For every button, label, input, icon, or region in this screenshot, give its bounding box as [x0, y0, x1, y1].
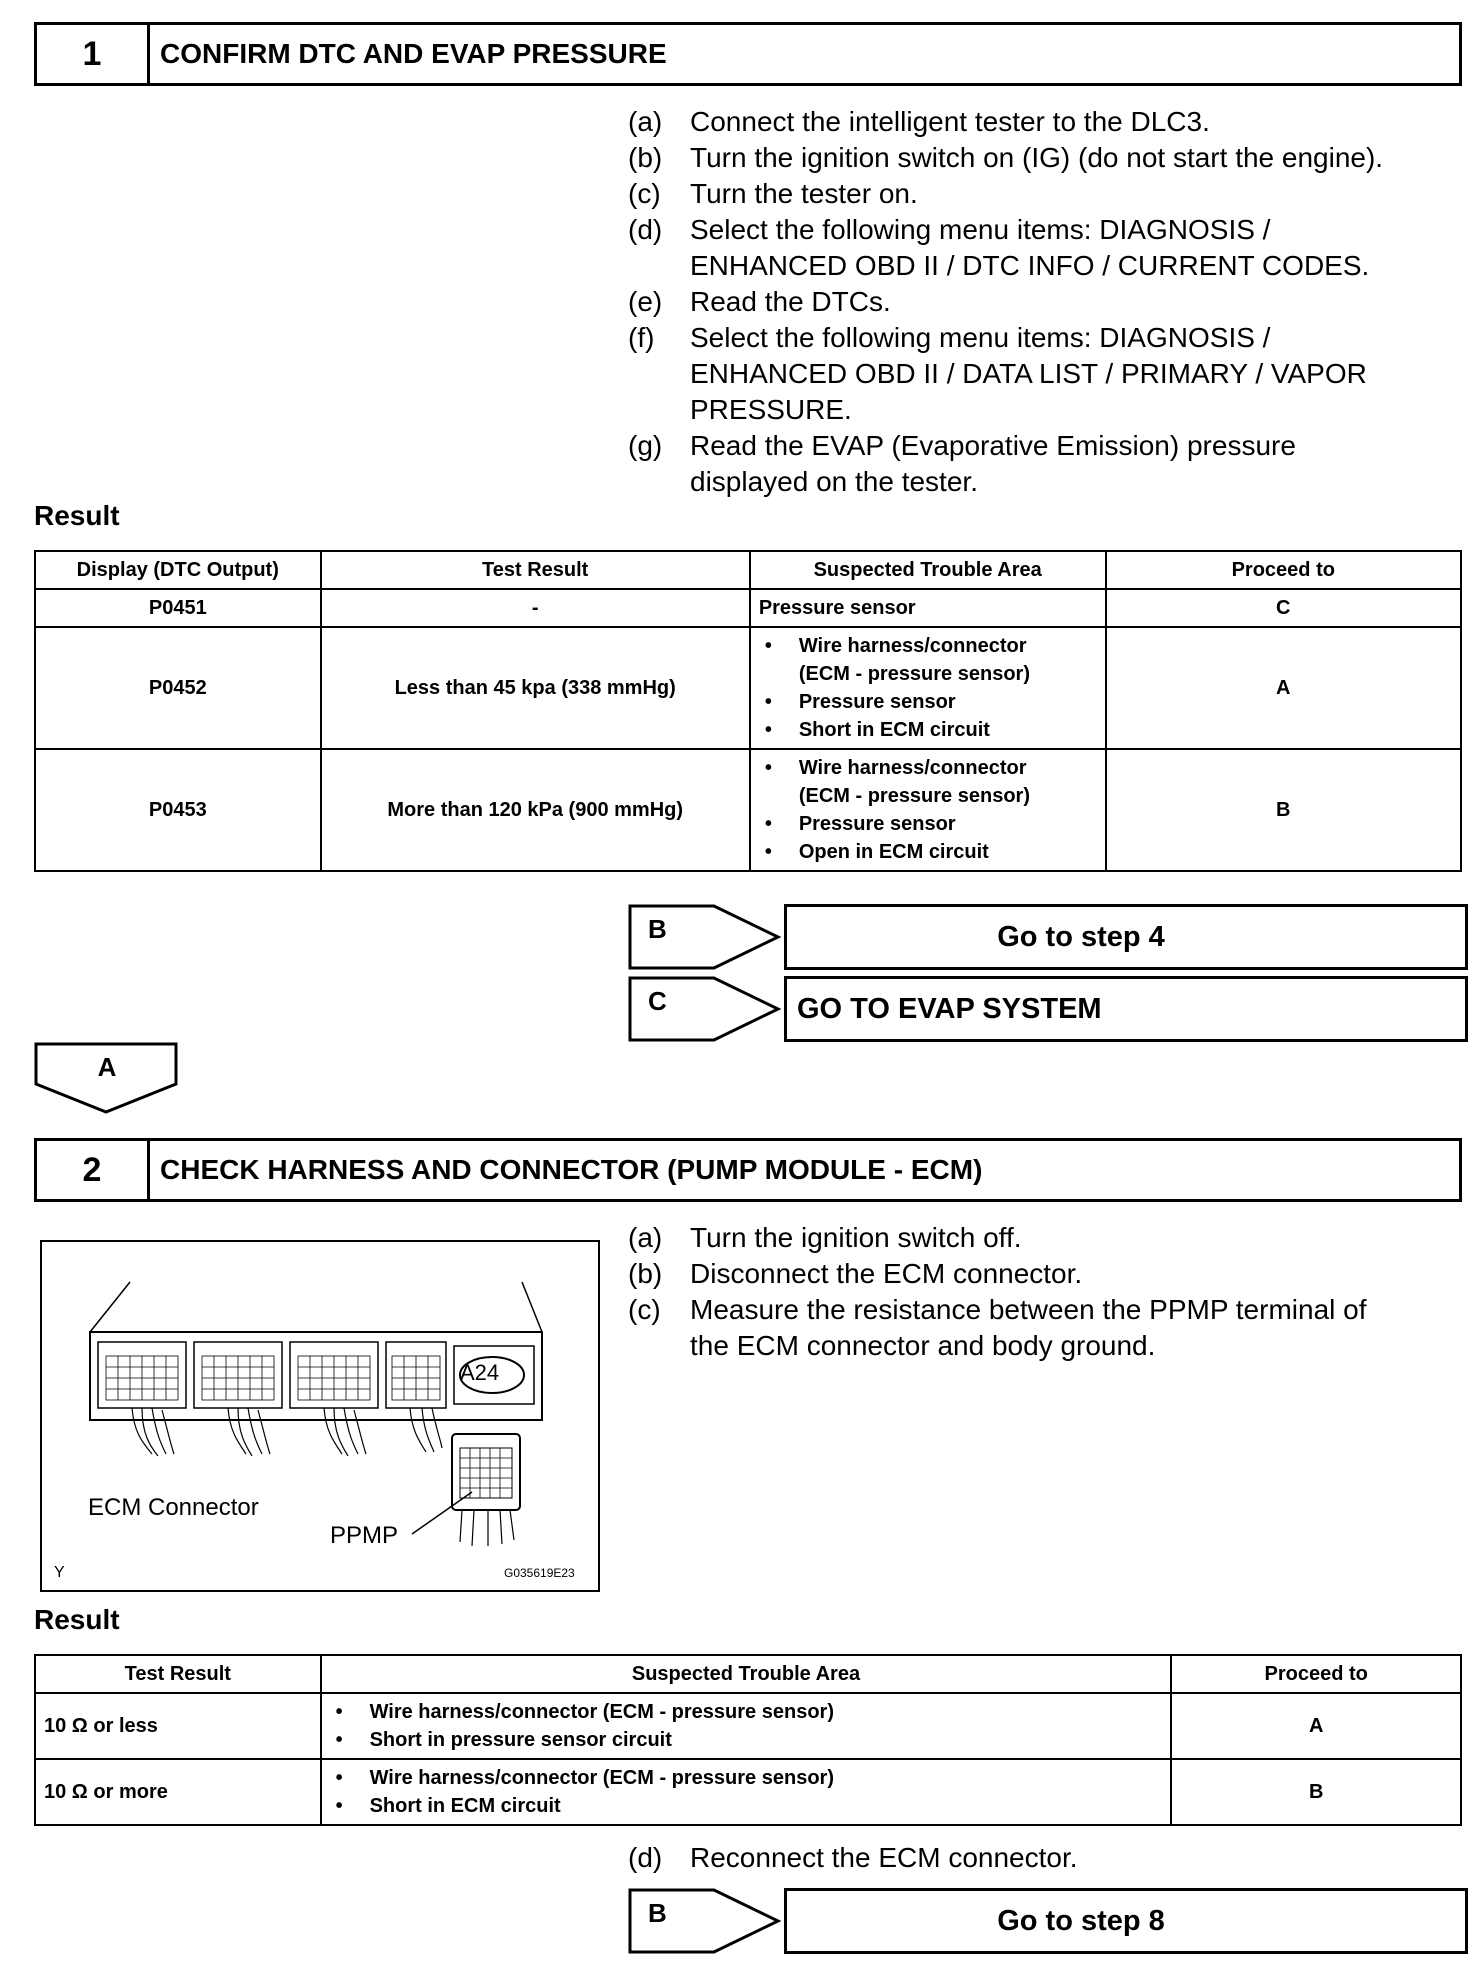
step-1-result-table: [34, 550, 1462, 872]
step-2-instruction-d: [628, 1840, 1468, 1876]
instruction-item: (b) Disconnect the ECM connector.: [628, 1258, 1083, 1289]
step-2-instructions: [628, 1220, 1468, 1364]
ecm-connector-label: ECM Connector: [88, 1494, 259, 1521]
step-title: CONFIRM DTC AND EVAP PRESSURE: [160, 38, 667, 69]
table-row: 10 Ω or more • Wire harness/connector (ECM - pressure sensor) • Short in ECM circuit B: [35, 1759, 1461, 1825]
step-number: 1: [37, 25, 150, 83]
proceed-a-down[interactable]: [34, 1042, 180, 1114]
instruction-item: (b) Turn the ignition switch on (IG) (do not start the engine).: [628, 142, 1384, 173]
proceed-target: Go to step 4: [784, 904, 1468, 970]
connector-code-label: A24: [460, 1360, 500, 1385]
instruction-item: (a) Connect the intelligent tester to the DLC3.: [628, 106, 1210, 137]
proceed-b-step4[interactable]: [628, 904, 1468, 970]
instruction-item: (a) Turn the ignition switch off.: [628, 1222, 1022, 1253]
instruction-item: (d) Select the following menu items: DIAGNOSIS / ENHANCED OBD II / DTC INFO / CURRENT CODES.: [628, 214, 1370, 281]
table-row: P0451 - Pressure sensor C: [35, 589, 1461, 627]
ppmp-terminal-label: PPMP: [330, 1522, 399, 1549]
proceed-target: GO TO EVAP SYSTEM: [784, 976, 1468, 1042]
proceed-letter: A: [97, 1052, 117, 1082]
table-row: 10 Ω or less • Wire harness/connector (ECM - pressure sensor) • Short in pressure sensor circuit A: [35, 1693, 1461, 1759]
table-header-row: Display (DTC Output) Test Result Suspected Trouble Area Proceed to: [35, 551, 1461, 589]
table-header-row: Test Result Suspected Trouble Area Proceed to: [35, 1655, 1461, 1693]
step-2-result-table: [34, 1654, 1462, 1826]
proceed-letter: C: [648, 986, 667, 1016]
proceed-letter: B: [648, 1898, 667, 1928]
step-title: CHECK HARNESS AND CONNECTOR (PUMP MODULE - ECM): [160, 1154, 983, 1185]
corner-mark: Y: [54, 1564, 65, 1581]
instruction-item: (g) Read the EVAP (Evaporative Emission) pressure displayed on the tester.: [628, 430, 1296, 497]
figure-id: G035619E23: [504, 1566, 575, 1580]
table-row: P0452 Less than 45 kpa (338 mmHg) • Wire harness/connector (ECM - pressure sensor) • Pressure sensor • Short in ECM circuit A: [35, 627, 1461, 749]
ecm-connector-illustration: [42, 1242, 598, 1590]
result-heading: Result: [34, 500, 120, 531]
table-row: P0453 More than 120 kPa (900 mmHg) • Wire harness/connector (ECM - pressure sensor) • Pressure sensor • Open in ECM circuit B: [35, 749, 1461, 871]
step-number: 2: [37, 1141, 150, 1199]
instruction-item: (c) Measure the resistance between the PPMP terminal of the ECM connector and body ground.: [628, 1294, 1367, 1361]
result-heading: Result: [34, 1604, 120, 1635]
proceed-target: Go to step 8: [784, 1888, 1468, 1954]
instruction-item: (d) Reconnect the ECM connector.: [628, 1842, 1078, 1873]
proceed-c-evap[interactable]: [628, 976, 1468, 1042]
step-1-instructions: [628, 104, 1468, 500]
proceed-b-step8[interactable]: [628, 1888, 1468, 1954]
proceed-letter: B: [648, 914, 667, 944]
instruction-item: (e) Read the DTCs.: [628, 286, 891, 317]
step-1-header: [34, 22, 1462, 86]
ecm-connector-figure: [40, 1240, 600, 1592]
instruction-item: (f) Select the following menu items: DIAGNOSIS / ENHANCED OBD II / DATA LIST / PRIMARY / VAPOR PRESSURE.: [628, 322, 1367, 425]
instruction-item: (c) Turn the tester on.: [628, 178, 918, 209]
step-2-header: [34, 1138, 1462, 1202]
